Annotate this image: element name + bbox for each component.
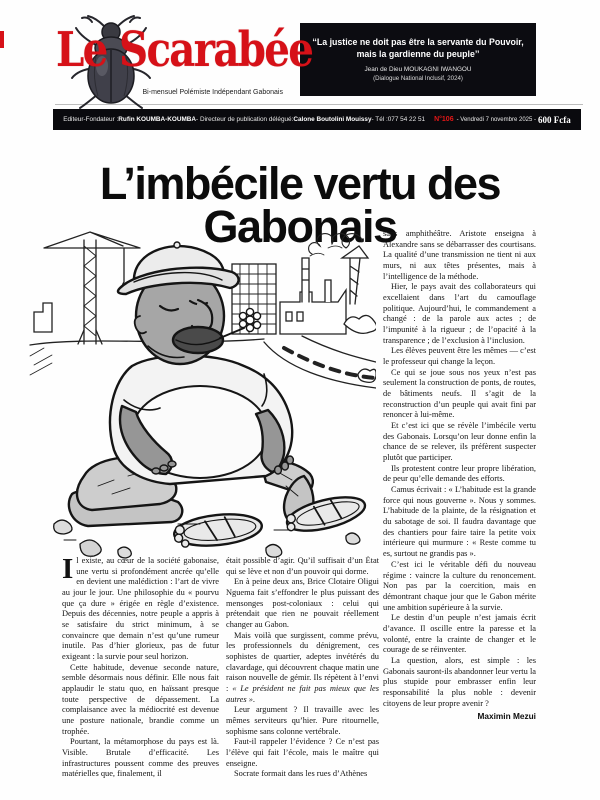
quote-author: Jean de Dieu MOUKAGNI IWANGOU (364, 65, 472, 73)
article-paragraph: Camus écrivait : « L’habitude est la grande force qui nous gouverne ». Nous y sommes. L’habitude de la plainte, de la résignation et du sabotage de soi. Il faudra davantage que des chantiers pour faire taire la petite voix intérieure qui murmure : « Reste comme tu es, surtout ne grandis pas ». (383, 485, 536, 559)
paragraph-text: Mais voilà que surgissent, comme prévu, les professionnels du dénigrement, ces sophistes de quartier, adeptes invétérés du clavardage, qui découvrent chaque matin une raison nouvelle de gémir. Ils répètent à l’envi : (226, 630, 379, 694)
paragraph-text: l existe, au cœur de la société gabonaise, une vertu si profondément ancrée qu’elle en devient une malédiction : l’art de vivre au jour le jour. Une philosophie du « pourvu que ça dure » érigée en règle d’existence. Depuis des décennies, notre peuple a appris à se satisfaire du strict minimum, à se convaincre que demain n’est qu’une rumeur inutile. Pas d’hier glorieux, pas de futur exigeant : la survie pour seul horizon. (62, 556, 219, 662)
quoted-phrase: « Le président ne fait pas mieux que les autres » (226, 684, 379, 704)
article-paragraph: La question, alors, est simple : les Gabonais sauront-ils abandonner leur vertu la plus stupide pour embrasser enfin leur responsabilité la plus noble : devenir citoyens de leur propre avenir ? (383, 655, 536, 708)
article-paragraph: sans amphithéâtre. Aristote enseigna à Alexandre sans se débarrasser des courtisans. La qualité d’une transmission ne tient ni aux murs, ni aux têtes présentes, mais à l’intelligence de la méthode. (383, 229, 536, 281)
publication-info-bar (53, 109, 581, 130)
drop-cap: I (62, 556, 74, 585)
founder-label: Editeur-Fondateur : (63, 116, 119, 123)
issue-date: - Vendredi 7 novembre 2025 - (456, 116, 536, 123)
phone-label: - Tél : (371, 116, 388, 123)
left-sandal (173, 510, 264, 549)
page-edge-red-mark (0, 31, 4, 48)
quote-text-line1: ‘‘La justice ne doit pas être la servante du Pouvoir, (312, 37, 524, 48)
newspaper-title: Le Scarabée (56, 22, 313, 78)
article-paragraph: Cette habitude, devenue seconde nature, semble désormais nous définir. Elle nous fait applaudir le statu quo, en haïssant presque toute perspective de dépassement. La complaisance avec la médiocrité est devenue une posture nationale, brandie comme un trophée. (62, 662, 219, 736)
article-column-right (383, 229, 536, 795)
issue-price: 600 Fcfa (538, 114, 571, 125)
article-paragraph: Pourtant, la métamorphose du pays est là. Visible. Brutale d’efficacité. Les infrastructures poussent comme des preuves matérielles que, finalement, il (62, 737, 219, 779)
article-paragraph (62, 556, 219, 663)
founder-name: Rufin KOUMBA-KOUMBA (118, 116, 197, 123)
article-paragraph: En à peine deux ans, Brice Clotaire Oligui Nguema fait s’effondrer le plus puissant des mensonges post-coloniaux : celui qui prétendait que rien ne pouvait réellement changer au Gabon. (226, 577, 379, 630)
quote-text-line2: mais la gardienne du peuple’’ (356, 48, 480, 59)
article-column-left (62, 556, 219, 796)
article-paragraph: Ils protestent contre leur propre libération, de peur qu’elle demande des efforts. (383, 463, 536, 484)
article-paragraph: Hier, le pays avait des collaborateurs qui excellaient dans l’art du camouflage politique. Aujourd’hui, le commandement a changé : de la parole aux actes ; de l’impunité à la rigueur ; de l’opacité à la transparence ; de l’exclusion à l’inclusion. (383, 282, 536, 345)
article-paragraph: C’est ici le véritable défi du nouveau régime : vaincre la culture du renoncement. Non pas par la coercition, mais en démontrant chaque jour que le Gabon mérite une ambition supérieure à la survie. (383, 559, 536, 612)
quote-box (300, 23, 536, 96)
director-label: - Directeur de publication délégué: (196, 116, 294, 123)
phone-number: 077 54 22 51 (387, 116, 426, 123)
article-paragraph: Socrate formait dans les rues d’Athènes (234, 769, 368, 779)
author-signature: Maximin Mezui (477, 711, 536, 722)
seated-man-construction-cartoon (28, 224, 376, 560)
article-paragraph: Faut-il rappeler l’évidence ? Ce n’est pas l’élève qui fait l’école, mais le maître qui enseigne. (226, 737, 379, 768)
issue-number: N°106 (434, 116, 454, 123)
paragraph-text: . (252, 694, 256, 704)
seated-man (54, 242, 368, 558)
main-headline: L’imbécile vertu des Gabonais (99, 158, 501, 253)
article-paragraph: était possible d’agir. Qu’il suffisait d’un État qui se lève et non d’un pouvoir qui dorme. (226, 556, 379, 576)
newspaper-subtitle: Bi-mensuel Polémiste Indépendant Gabonais (142, 89, 283, 96)
article-paragraph: Ce qui se joue sous nos yeux n’est pas seulement la construction de ponts, de routes, de bâtiments neufs. Il s’agit de la reconstruction d’un peuple qui avait fini par renoncer à lui-même. (383, 367, 536, 420)
article-paragraph: Le destin d’un peuple n’est jamais écrit d’avance. Il oscille entre la paresse et la volonté, entre la crainte de changer et le courage de se réinventer. (383, 613, 536, 655)
road (264, 336, 376, 388)
article-paragraph (226, 631, 379, 706)
article-column-middle (226, 556, 379, 796)
article-paragraph: Leur argument ? Il travaille avec les mêmes serviteurs qu’hier. Pure ritournelle, sophisme sans colonne vertébrale. (226, 705, 379, 736)
article-paragraph: Les élèves peuvent être les mêmes — c’est le professeur qui change la leçon. (383, 346, 536, 367)
article-paragraph: Et c’est ici que se révèle l’imbécile vertu des Gabonais. Lorsqu’on leur donne enfin la chance de se relever, ils préfèrent suspecter plutôt que participer. (383, 421, 536, 463)
director-name: Calone Boutolini Mouissy (293, 116, 372, 123)
quote-source: (Dialogue National Inclusif, 2024) (373, 74, 463, 82)
